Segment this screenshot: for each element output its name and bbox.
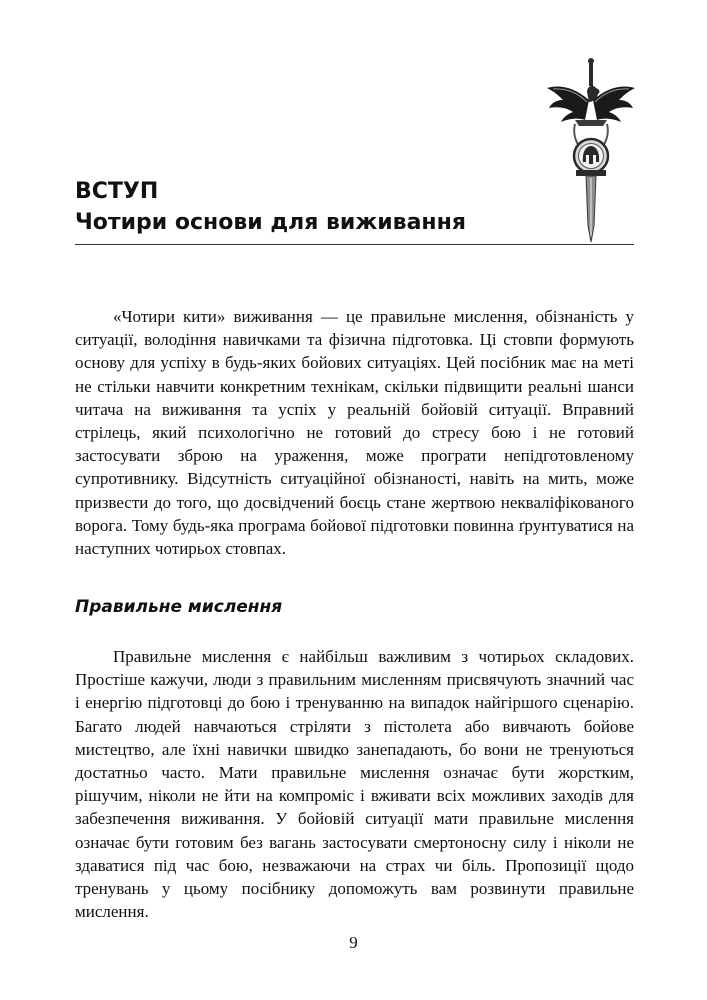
chapter-heading <box>75 176 466 238</box>
eagle-sword-helmet-emblem-icon <box>545 58 637 243</box>
section-paragraph: Правильне мислення є найбільш важливим з чотирьох складових. Простіше кажучи, люди з правильним мисленням присвячують значний час і енергію підготовці до бою і тренуванню на випадок найгіршого сценарію. Багато людей навчаються стріляти з пістолета або вивчають бойове мистецтво, але їхні навички швидко занепадають, бо вони не тренуються достатньо часто. Мати правильне мислення означає бути жорстким, рішучим, ніколи не йти на компроміс і вживати всіх можливих заходів для забезпечення виживання. У бойовій ситуації мати правильне мислення означає бути готовим без вагань застосувати смертоносну силу і ніколи не здаватися під час бою, незважаючи на страх чи біль. Пропозиції щодо тренувань у цьому посібнику допоможуть вам розвинути правильне мислення. <box>75 647 634 922</box>
chapter-title: ВСТУП <box>75 179 159 204</box>
section-heading: Правильне мислення <box>75 597 283 617</box>
heading-divider <box>75 244 634 245</box>
chapter-subtitle: Чотири основи для виживання <box>75 210 466 235</box>
page-number: 9 <box>349 933 358 952</box>
intro-paragraph: «Чотири кити» виживання — це правильне мислення, обізнаність у ситуації, володіння навичками та фізична підготовка. Ці стовпи формують основу для успіху в будь-яких бойових ситуаціях. Цей посібник має на меті не стільки навчити конкретним технікам, скільки підвищити реальні шанси читача на виживання та успіх у реальній бойовій ситуації. Вправний стрілець, який психологічно не готовий до стресу бою і не готовий застосувати зброю на ураження, може програти непідготовленому супротивнику. Відсутність ситуаційної обізнаності, навіть на мить, може призвести до того, що досвідчений боєць стане жертвою некваліфікованого ворога. Тому будь-яка програма бойової підготовки повинна ґрунтуватися на наступних чотирьох стовпах. <box>75 307 634 559</box>
